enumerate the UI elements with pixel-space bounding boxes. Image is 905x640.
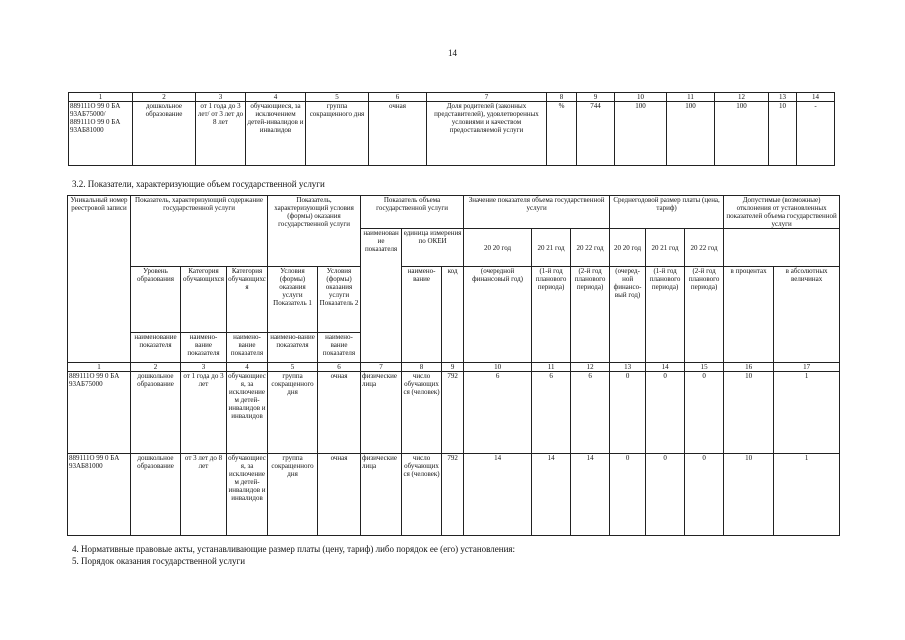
registry-code: 889111О 99 0 БА 93АБ81000	[68, 454, 131, 536]
header-name-of-indicator: наименование показателя	[131, 333, 181, 363]
col-num: 5	[306, 93, 369, 102]
header-fee-current: (очеред-ной финансо-вый год)	[610, 267, 646, 363]
student-category: обучающиеся, за исключением детей-инвалидов и инвалидов	[227, 372, 268, 454]
col-num: 1	[68, 363, 131, 372]
header-condition-2: Условия (формы) оказания услуги Показатель 2	[318, 267, 361, 333]
col-num: 5	[268, 363, 318, 372]
year-label: 20 22 год	[571, 229, 610, 267]
okei-code: 744	[577, 102, 615, 166]
value-cell: 0	[646, 372, 685, 454]
col-num: 12	[715, 93, 769, 102]
col-num: 3	[181, 363, 227, 372]
value-cell: 10	[724, 454, 774, 536]
value-cell: 0	[685, 372, 724, 454]
group-condition: группа сокращенного дня	[268, 454, 318, 536]
indicator-name: Доля родителей (законных представителей), удовлетворенных условиями и качеством предоставляемой услуги	[427, 102, 547, 166]
header-percent: в процентах	[724, 267, 774, 363]
form: очная	[318, 454, 361, 536]
header-unique-number: Уникальный номер реестровой записи	[68, 196, 131, 363]
unit: число обучающихся (человек)	[402, 372, 442, 454]
year-label: 20 22 год	[685, 229, 724, 267]
value-cell: 0	[610, 372, 646, 454]
value-cell: 6	[532, 372, 571, 454]
header-condition-1: Условия (формы) оказания услуги Показатель 1	[268, 267, 318, 333]
header-fee-plan-1: (1-й год планового периода)	[646, 267, 685, 363]
footer-line-4: 4. Нормативные правовые акты, устанавливающие размер платы (цену, тариф) либо порядок ее (его) установления:	[72, 544, 516, 554]
footer-line-5: 5. Порядок оказания государственной услуги	[72, 556, 246, 566]
table-row	[68, 454, 840, 536]
student-category: обучающиеся, за исключением детей-инвалидов и инвалидов	[227, 454, 268, 536]
age-category: от 1 года до 3 лет	[181, 372, 227, 454]
section-heading: 3.2. Показатели, характеризующие объем государственной услуги	[72, 179, 325, 189]
form: очная	[369, 102, 427, 166]
col-num: 7	[427, 93, 547, 102]
col-num: 2	[131, 363, 181, 372]
value-cell: 100	[667, 102, 715, 166]
col-num: 10	[615, 93, 667, 102]
group-condition: группа сокращенного дня	[268, 372, 318, 454]
form: очная	[318, 372, 361, 454]
col-num: 12	[571, 363, 610, 372]
col-num: 13	[610, 363, 646, 372]
registry-code: 889111О 99 0 БА 93АБ75000/ 889111О 99 0 БА 93АБ81000	[69, 102, 133, 166]
header-unit-name: наимено-вание	[402, 267, 442, 363]
col-num: 14	[646, 363, 685, 372]
header-content: Показатель, характеризующий содержание государственной услуги	[131, 196, 268, 267]
col-num: 4	[227, 363, 268, 372]
indicator-name: физические лица	[361, 372, 402, 454]
header-category: Категория обучающихся	[181, 267, 227, 333]
col-num: 1	[69, 93, 133, 102]
value-cell: 10	[724, 372, 774, 454]
value-cell: 1	[774, 372, 840, 454]
header-plan-year-1: (1-й год планового периода)	[532, 267, 571, 363]
okei-code: 792	[442, 372, 464, 454]
col-num: 2	[133, 93, 196, 102]
col-num: 11	[667, 93, 715, 102]
header-indicator-name: наименование показателя	[361, 229, 402, 363]
page-number: 14	[448, 48, 457, 58]
col-num: 7	[361, 363, 402, 372]
col-num: 16	[724, 363, 774, 372]
value-cell: 14	[571, 454, 610, 536]
age-category: от 3 лет до 8 лет	[181, 454, 227, 536]
unit: число обучающихся (человек)	[402, 454, 442, 536]
header-value: Значение показателя объема государственной услуги	[464, 196, 610, 229]
value-cell: 1	[774, 454, 840, 536]
col-num: 6	[369, 93, 427, 102]
header-category: Категория обучающихся	[227, 267, 268, 333]
header-unit-block: единица измерения по ОКЕИ	[402, 229, 464, 267]
header-name-of-indicator: наимено-вание показателя	[268, 333, 318, 363]
header-level: Уровень образования	[131, 267, 181, 333]
value-cell: 0	[646, 454, 685, 536]
value-cell: -	[797, 102, 835, 166]
value-cell: 100	[615, 102, 667, 166]
col-num: 9	[442, 363, 464, 372]
indicator-name: физические лица	[361, 454, 402, 536]
col-num: 13	[769, 93, 797, 102]
value-cell: 10	[769, 102, 797, 166]
header-name-of-indicator: наимено-вание показателя	[318, 333, 361, 363]
col-num: 8	[547, 93, 577, 102]
col-num: 10	[464, 363, 532, 372]
value-cell: 6	[571, 372, 610, 454]
table-row	[68, 372, 840, 454]
col-num: 3	[196, 93, 246, 102]
value-cell: 0	[685, 454, 724, 536]
col-num: 9	[577, 93, 615, 102]
quality-indicators-table	[68, 92, 835, 166]
col-num: 6	[318, 363, 361, 372]
header-financial-year: (очередной финансовый год)	[464, 267, 532, 363]
table-row	[69, 102, 835, 166]
col-num: 4	[246, 93, 306, 102]
header-conditions: Показатель, характеризующий условия (формы) оказания государственной услуги	[268, 196, 361, 267]
value-cell: 14	[464, 454, 532, 536]
col-num: 17	[774, 363, 840, 372]
volume-indicators-table	[67, 195, 840, 536]
col-num: 8	[402, 363, 442, 372]
education-level: дошкольное образование	[131, 454, 181, 536]
unit: %	[547, 102, 577, 166]
header-fee: Среднегодовой размер платы (цена, тариф)	[610, 196, 724, 229]
group-condition: группа сокращенного дня	[306, 102, 369, 166]
year-label: 20 20 год	[610, 229, 646, 267]
registry-code: 889111О 99 0 БА 93АБ75000	[68, 372, 131, 454]
col-num: 14	[797, 93, 835, 102]
value-cell: 6	[464, 372, 532, 454]
column-number-row	[68, 363, 840, 372]
education-level: дошкольное образование	[131, 372, 181, 454]
value-cell: 0	[610, 454, 646, 536]
education-level: дошкольное образование	[133, 102, 196, 166]
header-absolute: в абсолютных величинах	[774, 267, 840, 363]
value-cell: 100	[715, 102, 769, 166]
student-category: обучающиеся, за исключением детей-инвалидов и инвалидов	[246, 102, 306, 166]
header-deviation: Допустимые (возможные) отклонения от установленных показателей объема государственной услуги	[724, 196, 840, 229]
header-unit-code: код	[442, 267, 464, 363]
header-fee-plan-2: (2-й год планового периода)	[685, 267, 724, 363]
header-name-of-indicator: наимено-вание показателя	[227, 333, 268, 363]
value-cell: 14	[532, 454, 571, 536]
header-plan-year-2: (2-й год планового периода)	[571, 267, 610, 363]
okei-code: 792	[442, 454, 464, 536]
col-num: 11	[532, 363, 571, 372]
header-volume: Показатель объема государственной услуги	[361, 196, 464, 229]
age-category: от 1 года до 3 лет/ от 3 лет до 8 лет	[196, 102, 246, 166]
col-num: 15	[685, 363, 724, 372]
year-label: 20 21 год	[532, 229, 571, 267]
year-label: 20 20 год	[464, 229, 532, 267]
column-number-row	[69, 93, 835, 102]
header-name-of-indicator: наимено-вание показателя	[181, 333, 227, 363]
year-label: 20 21 год	[646, 229, 685, 267]
